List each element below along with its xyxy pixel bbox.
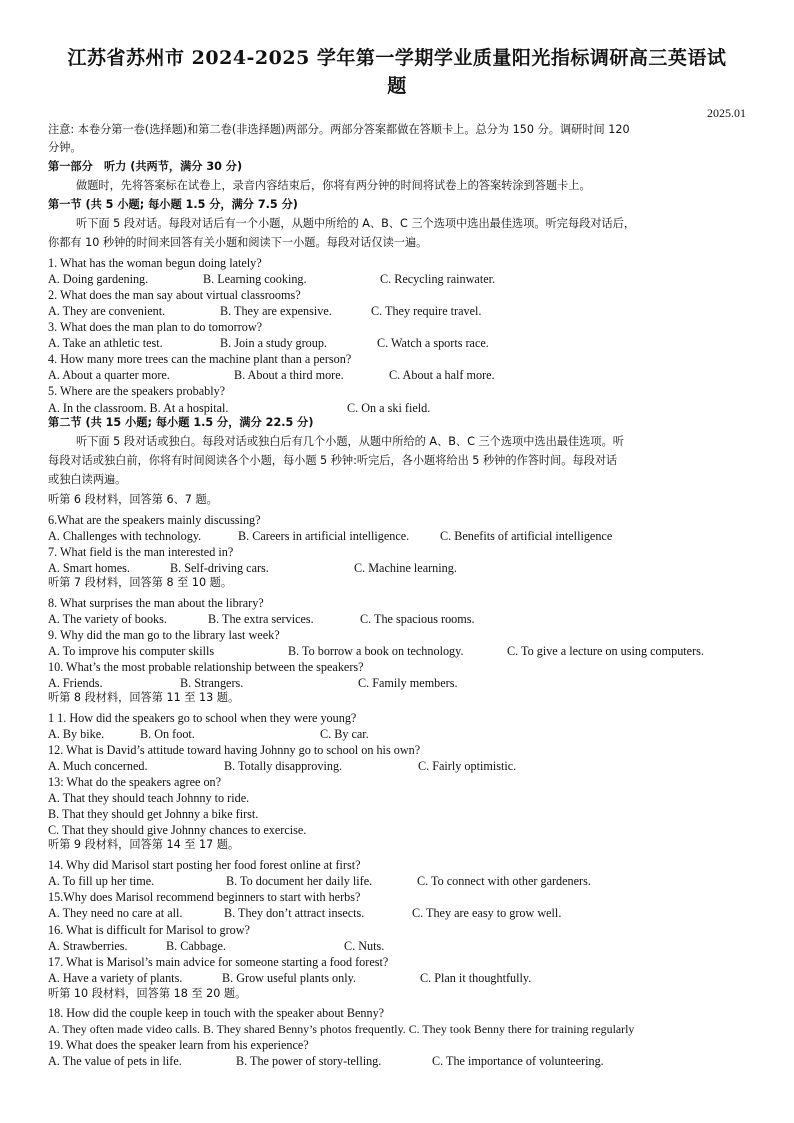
section1-instruction-1: 听下面 5 段对话。每段对话后有一个小题，从题中所给的 A、B、C 三个选项中选出最佳选项。听完每段对话后， — [76, 217, 636, 230]
question-13: 13: What do the speakers agree on? — [48, 775, 222, 789]
option-b: B. Strangers. — [180, 676, 244, 690]
exam-date: 2025.01 — [707, 106, 746, 120]
option-b: B. They don’t attract insects. — [224, 906, 365, 920]
question-8: 8. What surprises the man about the library? — [48, 596, 264, 610]
part1-instruction: 做题时，先将答案标在试卷上，录音内容结束后，你将有两分钟的时间将试卷上的答案转涂到答题卡上。 — [76, 179, 591, 192]
option-a: A. Doing gardening. — [48, 272, 149, 286]
option-c: C. By car. — [320, 727, 369, 741]
question-19: 19. What does the speaker learn from his experience? — [48, 1038, 309, 1052]
option-b: B. Learning cooking. — [203, 272, 307, 286]
option-b: B. That they should get Johnny a bike first. — [48, 807, 259, 821]
notice-line-2: 分钟。 — [48, 141, 82, 154]
option-a: A. They are convenient. — [48, 304, 166, 318]
option-b: B. On foot. — [140, 727, 195, 741]
material-6-heading: 听第 6 段材料，回答第 6、7 题。 — [48, 493, 218, 506]
option-b: B. Cabbage. — [166, 939, 226, 953]
title-line-1: 江苏省苏州市 2024-2025 学年第一学期学业质量阳光指标调研高三英语试 — [67, 47, 727, 69]
question-5: 5. Where are the speakers probably? — [48, 384, 226, 398]
material-10-heading: 听第 10 段材料，回答第 18 至 20 题。 — [48, 987, 247, 1000]
option-a: A. That they should teach Johnny to ride. — [48, 791, 250, 805]
options-row: A. They often made video calls. B. They shared Benny’s photos frequently. C. They took Benny there for training regularly — [48, 1022, 635, 1036]
section1-heading: 第一节 (共 5 小题; 每小题 1.5 分，满分 7.5 分) — [48, 198, 298, 211]
option-b: B. The power of story-telling. — [236, 1054, 382, 1068]
option-a: A. Friends. — [48, 676, 103, 690]
option-b: B. To document her daily life. — [226, 874, 373, 888]
section2-instruction-2: 每段对话或独白前，你将有时间阅读各个小题，每小题 5 秒钟:听完后，各小题将给出 5 秒钟的作答时间。每段对话 — [48, 454, 618, 467]
option-a: A. By bike. — [48, 727, 105, 741]
option-a: A. Take an athletic test. — [48, 336, 163, 350]
title-line-2: 题 — [387, 75, 407, 97]
option-a: A. Much concerned. — [48, 759, 148, 773]
section1-instruction-2: 你都有 10 秒钟的时间来回答有关小题和阅读下一小题。每段对话仅读一遍。 — [48, 236, 428, 249]
section2-instruction-3: 或独白读两遍。 — [48, 473, 127, 486]
option-b: B. The extra services. — [208, 612, 314, 626]
option-a: A. To fill up her time. — [48, 874, 155, 888]
question-4: 4. How many more trees can the machine plant than a person? — [48, 352, 352, 366]
option-c: C. To connect with other gardeners. — [417, 874, 591, 888]
option-a: A. The variety of books. — [48, 612, 167, 626]
option-a: A. Have a variety of plants. — [48, 971, 183, 985]
question-11: 1 1. How did the speakers go to school when they were young? — [48, 711, 357, 725]
option-c: C. Nuts. — [344, 939, 385, 953]
question-9: 9. Why did the man go to the library last week? — [48, 628, 280, 642]
option-c: C. Recycling rainwater. — [380, 272, 496, 286]
option-c: C. That they should give Johnny chances to exercise. — [48, 823, 307, 837]
option-c: C. They require travel. — [371, 304, 482, 318]
option-b: B. Grow useful plants only. — [222, 971, 356, 985]
option-c: C. Family members. — [358, 676, 458, 690]
material-9-heading: 听第 9 段材料，回答第 14 至 17 题。 — [48, 838, 240, 851]
option-a: A. The value of pets in life. — [48, 1054, 182, 1068]
section2-heading: 第二节 (共 15 小题; 每小题 1.5 分，满分 22.5 分) — [48, 416, 314, 429]
option-b: B. Careers in artificial intelligence. — [238, 529, 410, 543]
option-c: C. To give a lecture on using computers. — [507, 644, 704, 658]
question-2: 2. What does the man say about virtual classrooms? — [48, 288, 301, 302]
question-7: 7. What field is the man interested in? — [48, 545, 234, 559]
question-15: 15.Why does Marisol recommend beginners to start with herbs? — [48, 890, 361, 904]
option-b: B. They are expensive. — [220, 304, 332, 318]
question-6: 6.What are the speakers mainly discussing? — [48, 513, 261, 527]
question-17: 17. What is Marisol’s main advice for someone starting a food forest? — [48, 955, 389, 969]
exam-title — [40, 44, 754, 100]
option-b: B. Totally disapproving. — [224, 759, 343, 773]
option-c: C. About a half more. — [389, 368, 495, 382]
option-a: A. To improve his computer skills — [48, 644, 215, 658]
material-7-heading: 听第 7 段材料，回答第 8 至 10 题。 — [48, 576, 233, 589]
notice-line-1: 注意: 本卷分第一卷(选择题)和第二卷(非选择题)两部分。两部分答案都做在答顺卡上。总分为 150 分。调研时间 120 — [48, 123, 630, 136]
option-c: C. Watch a sports race. — [377, 336, 489, 350]
option-a: A. Smart homes. — [48, 561, 130, 575]
question-10: 10. What’s the most probable relationship between the speakers? — [48, 660, 364, 674]
question-18: 18. How did the couple keep in touch with the speaker about Benny? — [48, 1006, 385, 1020]
option-b: B. Join a study group. — [220, 336, 327, 350]
option-a: A. They need no care at all. — [48, 906, 183, 920]
question-3: 3. What does the man plan to do tomorrow? — [48, 320, 263, 334]
option-a: A. About a quarter more. — [48, 368, 170, 382]
part1-heading: 第一部分 听力 (共两节，满分 30 分) — [48, 160, 243, 173]
question-12: 12. What is David’s attitude toward having Johnny go to school on his own? — [48, 743, 421, 757]
option-c: C. Fairly optimistic. — [418, 759, 517, 773]
material-8-heading: 听第 8 段材料，回答第 11 至 13 题。 — [48, 691, 240, 704]
option-c: C. Benefits of artificial intelligence — [440, 529, 613, 543]
option-c: C. Machine learning. — [354, 561, 457, 575]
option-c: C. They are easy to grow well. — [412, 906, 562, 920]
question-16: 16. What is difficult for Marisol to grow? — [48, 923, 250, 937]
option-a: A. Strawberries. — [48, 939, 128, 953]
option-a: A. Challenges with technology. — [48, 529, 202, 543]
option-a-b: A. In the classroom. B. At a hospital. — [48, 401, 229, 415]
question-1: 1. What has the woman begun doing lately? — [48, 256, 262, 270]
option-c: C. The spacious rooms. — [360, 612, 475, 626]
option-c: C. Plan it thoughtfully. — [420, 971, 532, 985]
option-b: B. About a third more. — [234, 368, 344, 382]
question-14: 14. Why did Marisol start posting her food forest online at first? — [48, 858, 361, 872]
option-c: C. On a ski field. — [347, 401, 431, 415]
section2-instruction-1: 听下面 5 段对话或独白。每段对话或独白后有几个小题，从题中所给的 A、B、C 三个选项中选出最佳选项。听 — [76, 435, 624, 448]
option-c: C. The importance of volunteering. — [432, 1054, 604, 1068]
option-b: B. Self-driving cars. — [170, 561, 269, 575]
option-b: B. To borrow a book on technology. — [288, 644, 464, 658]
